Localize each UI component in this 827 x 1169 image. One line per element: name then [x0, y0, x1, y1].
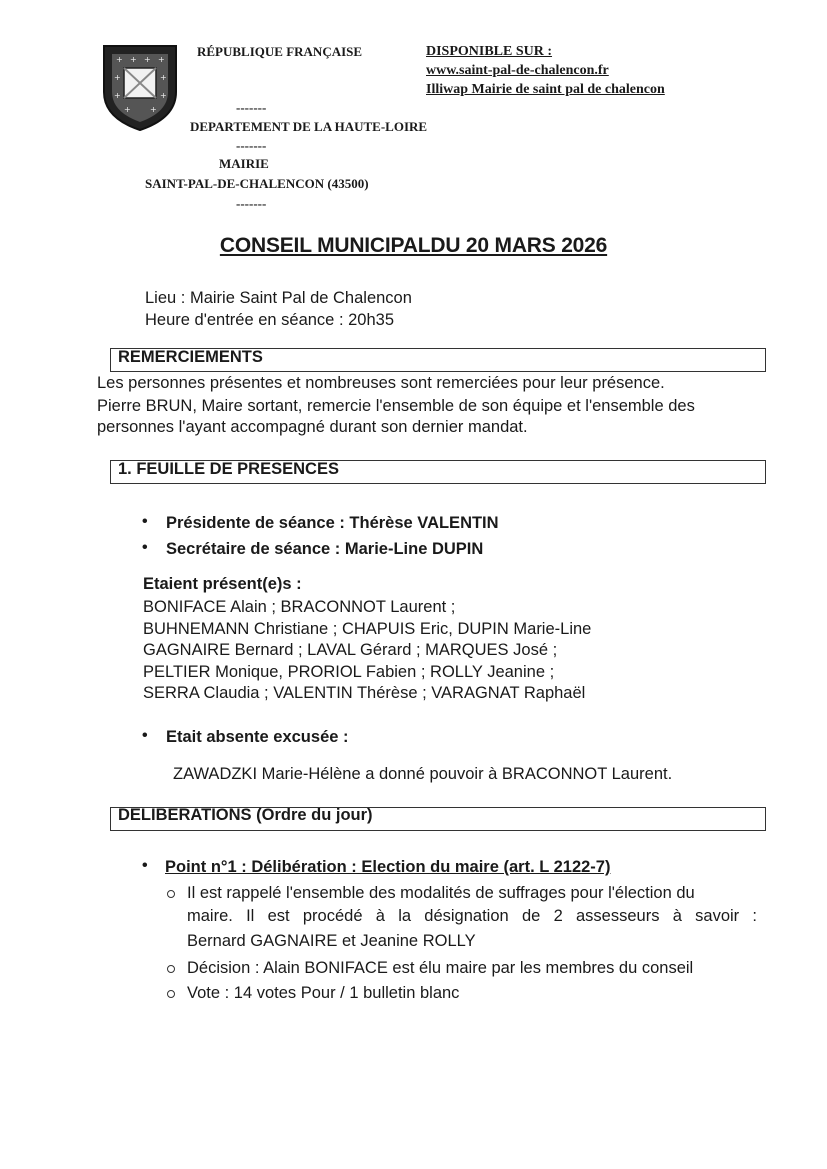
section-heading-deliberations: DELIBERATIONS (Ordre du jour) — [118, 806, 373, 824]
presents-line: SERRA Claudia ; VALENTIN Thérèse ; VARAGNAT Raphaël — [143, 684, 586, 702]
separator: ------- — [236, 196, 267, 211]
remerciements-line: Les personnes présentes et nombreuses sont remerciées pour leur présence. — [97, 374, 665, 392]
remerciements-line: Pierre BRUN, Maire sortant, remercie l'ensemble de son équipe et l'ensemble des — [97, 397, 695, 415]
availability-title: DISPONIBLE SUR : — [426, 44, 553, 59]
bullet-icon: • — [142, 857, 148, 874]
republique-label: RÉPUBLIQUE FRANÇAISE — [197, 44, 363, 59]
separator: ------- — [236, 138, 267, 153]
presents-line: BONIFACE Alain ; BRACONNOT Laurent ; — [143, 598, 456, 616]
bullet-icon: • — [142, 727, 148, 744]
bullet-icon: • — [142, 513, 148, 530]
commune-label: SAINT-PAL-DE-CHALENCON (43500) — [145, 176, 369, 191]
page-title: CONSEIL MUNICIPALDU 20 MARS 2026 — [219, 234, 608, 257]
point1-title: Point n°1 : Délibération : Election du maire (art. L 2122-7) — [165, 858, 611, 876]
svg-text:+: + — [160, 73, 167, 82]
bullet-icon: • — [142, 539, 148, 556]
point1-vote: Vote : 14 votes Pour / 1 bulletin blanc — [187, 984, 460, 1002]
website-link[interactable]: www.saint-pal-de-chalencon.fr — [426, 63, 609, 78]
svg-text:+: + — [150, 105, 157, 114]
coat-of-arms-icon — [100, 42, 180, 132]
svg-text:+: + — [114, 73, 121, 82]
absente-line: ZAWADZKI Marie-Hélène a donné pouvoir à BRACONNOT Laurent. — [173, 765, 673, 783]
svg-text:+: + — [114, 91, 121, 100]
svg-text:+: + — [144, 55, 151, 64]
departement-label: DEPARTEMENT DE LA HAUTE-LOIRE — [190, 119, 428, 134]
circle-bullet-icon — [167, 890, 175, 898]
point1-decision: Décision : Alain BONIFACE est élu maire par les membres du conseil — [187, 959, 694, 977]
svg-text:+: + — [116, 55, 123, 64]
svg-text:+: + — [124, 105, 131, 114]
section-heading-remerciements: REMERCIEMENTS — [118, 348, 263, 366]
remerciements-line: personnes l'ayant accompagné durant son dernier mandat. — [97, 418, 528, 436]
presents-line: BUHNEMANN Christiane ; CHAPUIS Eric, DUPIN Marie-Line — [143, 620, 592, 638]
point1-item-line: Bernard GAGNAIRE et Jeanine ROLLY — [187, 932, 476, 950]
presents-line: PELTIER Monique, PRORIOL Fabien ; ROLLY Jeanine ; — [143, 663, 555, 681]
svg-text:+: + — [130, 55, 137, 64]
illiwap-link[interactable]: Illiwap Mairie de saint pal de chalencon — [426, 82, 665, 97]
presents-line: GAGNAIRE Bernard ; LAVAL Gérard ; MARQUES José ; — [143, 641, 558, 659]
svg-text:+: + — [160, 91, 167, 100]
presidente-line: Présidente de séance : Thérèse VALENTIN — [166, 514, 499, 532]
section-heading-presences: 1. FEUILLE DE PRESENCES — [118, 460, 339, 478]
secretaire-line: Secrétaire de séance : Marie-Line DUPIN — [166, 540, 484, 558]
presents-label: Etaient présent(e)s : — [143, 575, 302, 593]
meeting-time: Heure d'entrée en séance : 20h35 — [145, 311, 394, 329]
meeting-place: Lieu : Mairie Saint Pal de Chalencon — [145, 289, 412, 307]
circle-bullet-icon — [167, 965, 175, 973]
absente-label: Etait absente excusée : — [166, 728, 349, 746]
point1-item-line: Il est rappelé l'ensemble des modalités de suffrages pour l'élection du — [187, 884, 695, 902]
circle-bullet-icon — [167, 990, 175, 998]
point1-item-line: maire. Il est procédé à la désignation de 2 assesseurs à savoir : — [187, 907, 757, 925]
mairie-label: MAIRIE — [219, 156, 269, 171]
svg-text:+: + — [158, 55, 165, 64]
separator: ------- — [236, 100, 267, 115]
